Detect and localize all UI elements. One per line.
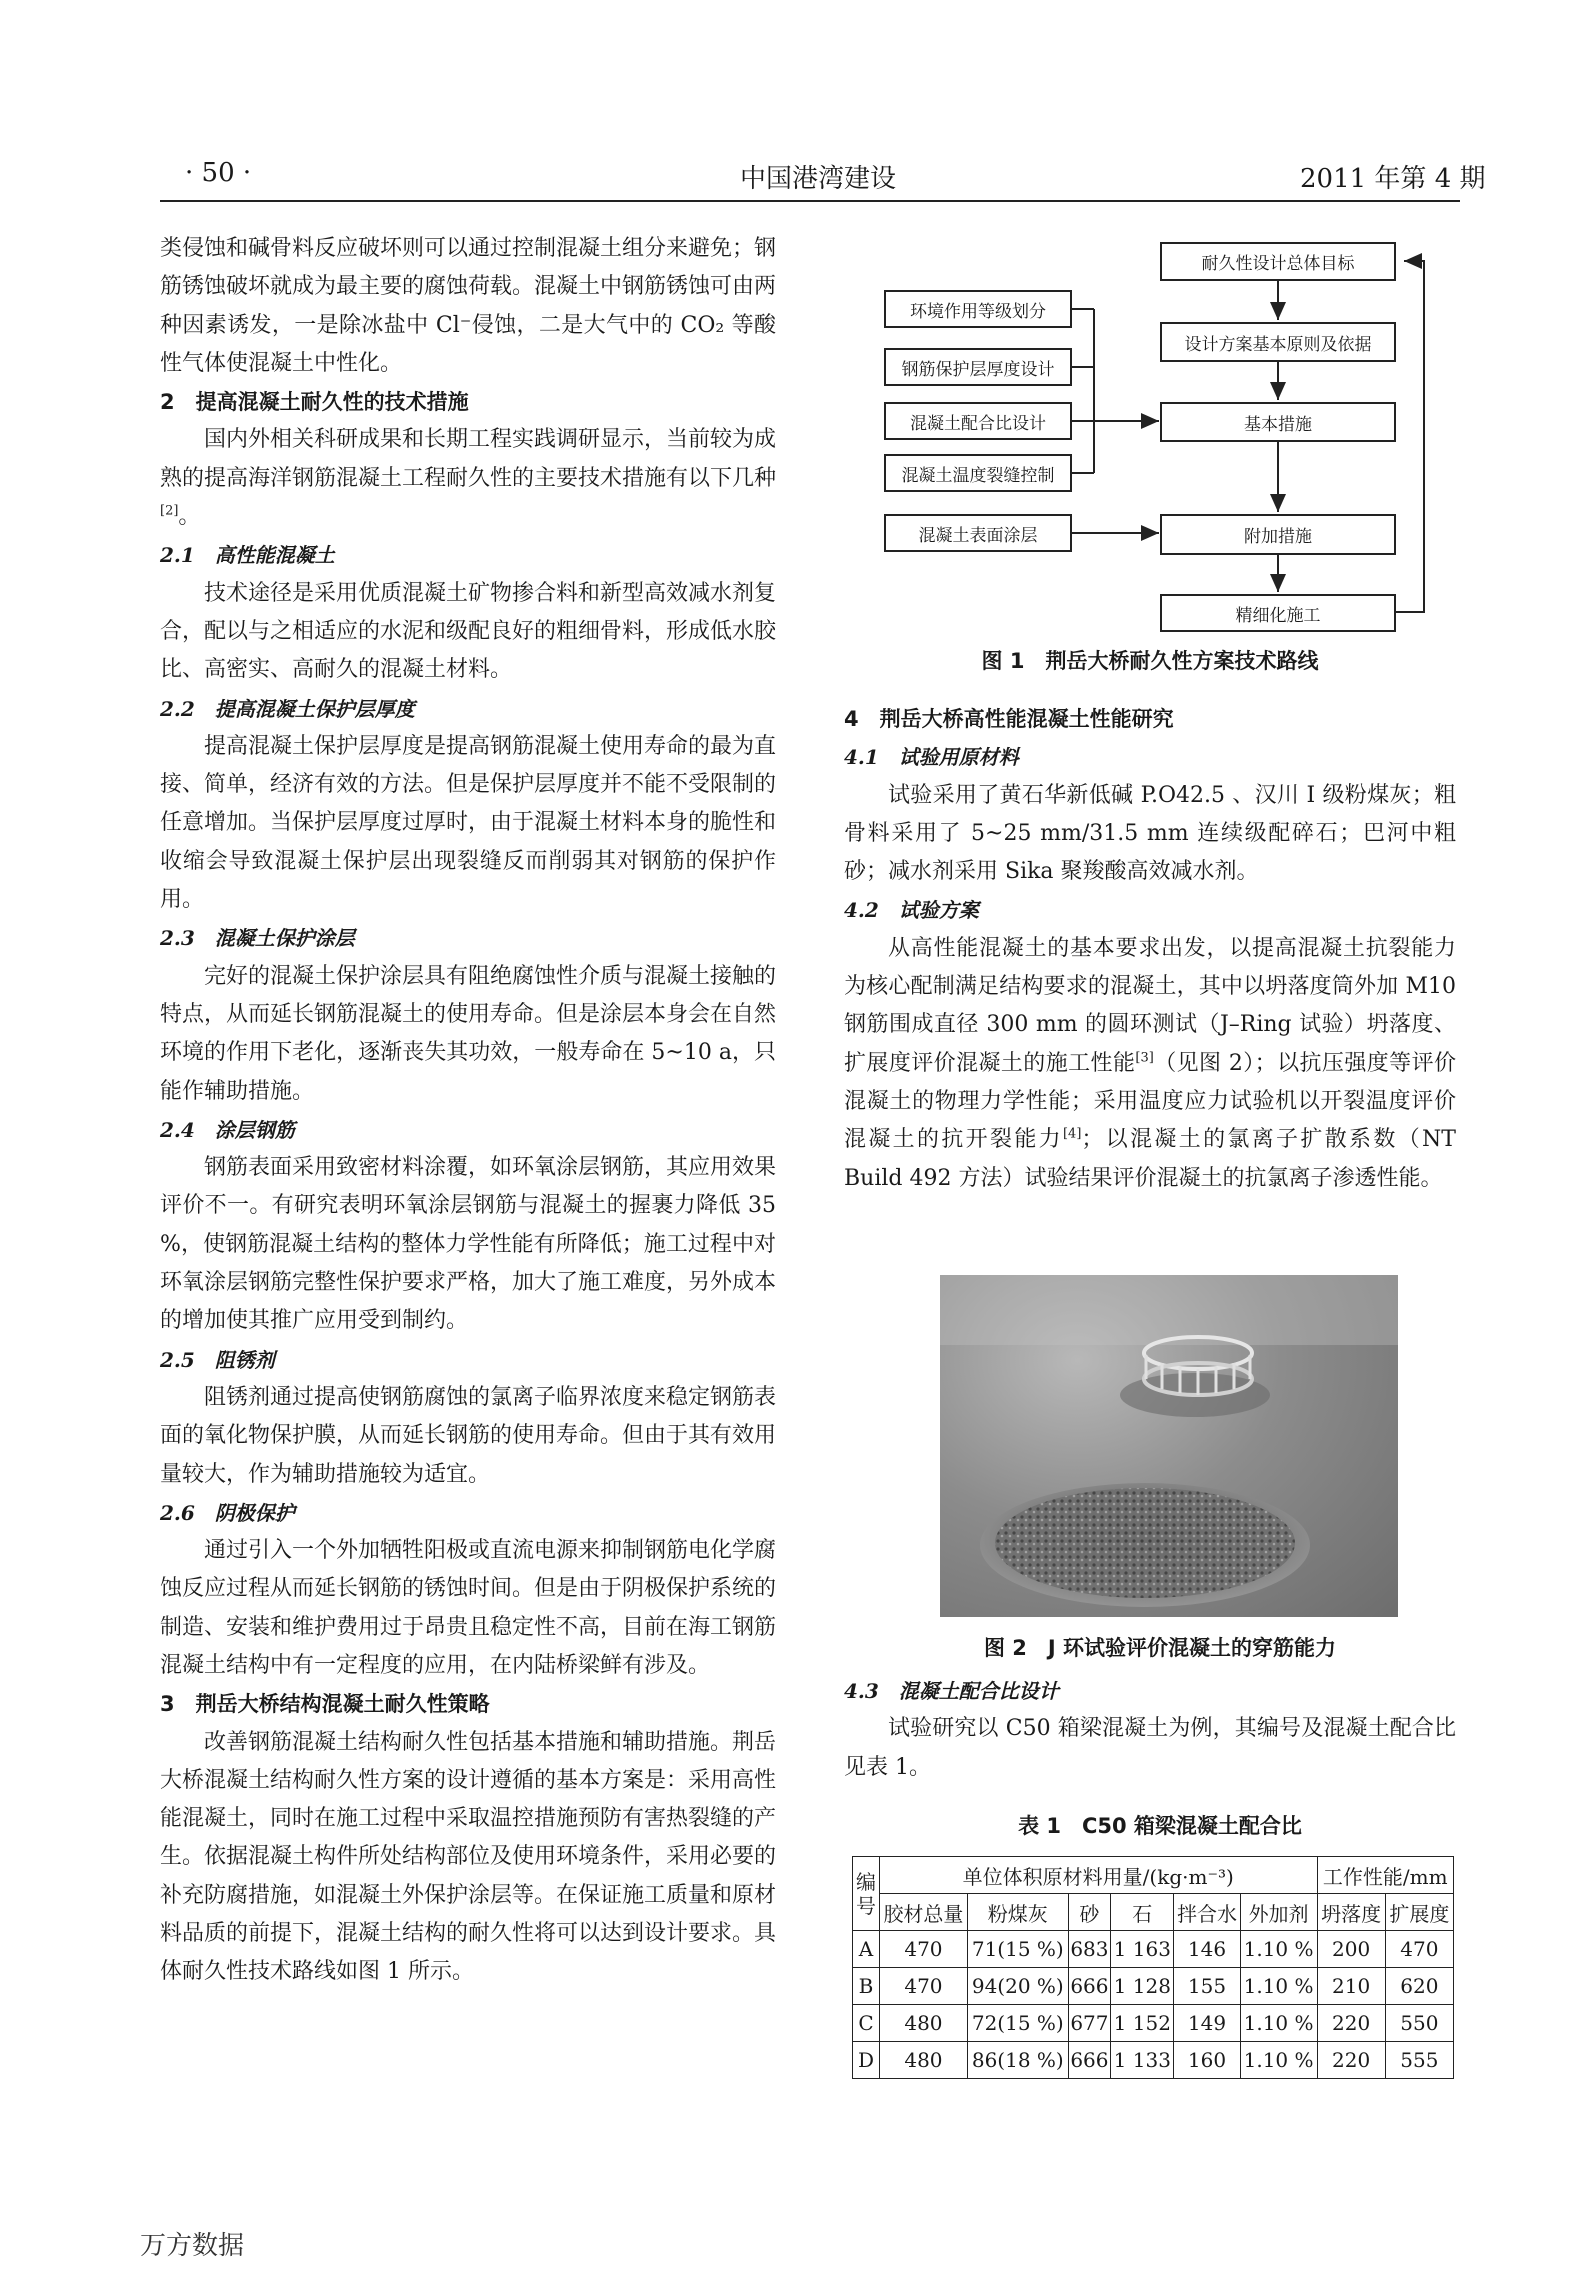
- subsection-heading: 4.3 混凝土配合比设计: [844, 1679, 1059, 1703]
- table-header-row: [853, 1894, 1454, 1931]
- table-cell: 555: [1385, 2042, 1453, 2079]
- box-label: 耐久性设计总体目标: [1201, 254, 1355, 274]
- table-cell: C: [853, 2005, 880, 2042]
- text: 。: [178, 504, 201, 530]
- table-cell: 71(15 %): [967, 1931, 1068, 1968]
- flow-box-environment-grade: [884, 290, 1072, 328]
- table-cell: 1.10 %: [1240, 1968, 1317, 2005]
- header-cell: 石: [1111, 1894, 1174, 1931]
- figure-2-photo: [940, 1275, 1398, 1617]
- table-cell: 620: [1385, 1968, 1453, 2005]
- wanfang-watermark: 万方数据: [140, 2231, 245, 2261]
- flow-box-cover-thickness: [884, 348, 1072, 386]
- flow-box-fine-construction: [1160, 594, 1396, 632]
- header-cell: 编号: [853, 1857, 880, 1931]
- table-1-caption: 表 1 C50 箱梁混凝土配合比: [1018, 1814, 1302, 1838]
- subsection-heading: 2.6 阴极保护: [160, 1500, 295, 1525]
- table-cell: 94(20 %): [967, 1968, 1068, 2005]
- text: （见图 2）；以抗压强度等评价混凝土的物理力学性能；采用温度应力试验机以开裂温度评价混凝土的抗开裂能力: [844, 1050, 1456, 1153]
- header-cell: 砂: [1068, 1894, 1111, 1931]
- page-number: · 50 ·: [185, 158, 252, 188]
- text: 从高性能混凝土的基本要求出发，以提高混凝土抗裂能力为核心配制满足结构要求的混凝土，其中以坍落度筒外加 M10 钢筋围成直径 300 mm 的圆环测试（J–Ring 试验）坍落度、扩展度评价混凝土的施工性能: [844, 935, 1456, 1076]
- table-row: [853, 2005, 1454, 2042]
- text: 国内外相关科研成果和长期工程实践调研显示，当前较为成熟的提高海洋钢筋混凝土工程耐久性的主要技术措施有以下几种: [160, 427, 777, 491]
- box-label: 钢筋保护层厚度设计: [901, 359, 1055, 380]
- paragraph: 通过引入一个外加牺牲阳极或直流电源来抑制钢筋电化学腐蚀反应过程从而延长钢筋的锈蚀时间。但是由于阴极保护系统的制造、安装和维护费用过于昂贵且稳定性不高，目前在海工钢筋混凝土结构中有一定程度的应用，在内陆桥梁鲜有涉及。: [160, 1538, 777, 1678]
- header-cell: 扩展度: [1385, 1894, 1453, 1931]
- paragraph: 类侵蚀和碱骨料反应破坏则可以通过控制混凝土组分来避免；钢筋锈蚀破坏就成为最主要的腐蚀荷载。混凝土中钢筋锈蚀可由两种因素诱发，一是除冰盐中 Cl⁻侵蚀，二是大气中的 CO₂ 等酸性气体使混凝土中性化。: [160, 236, 777, 376]
- box-label: 设计方案基本原则及依据: [1184, 334, 1372, 355]
- flow-box-surface-coating: [884, 514, 1072, 552]
- figure-1-caption: 图 1 荆岳大桥耐久性方案技术路线: [981, 649, 1319, 673]
- table-cell: 1 152: [1111, 2005, 1174, 2042]
- paragraph: [844, 930, 1456, 1198]
- box-label: 精细化施工: [1235, 605, 1321, 626]
- table-cell: 160: [1174, 2042, 1240, 2079]
- table-cell: 1 133: [1111, 2042, 1174, 2079]
- subsection-heading: 2.3 混凝土保护涂层: [160, 926, 355, 951]
- table-cell: 149: [1174, 2005, 1240, 2042]
- table-cell: 1.10 %: [1240, 1931, 1317, 1968]
- paragraph: 完好的混凝土保护涂层具有阻绝腐蚀性介质与混凝土接触的特点，从而延长钢筋混凝土的使用寿命。但是涂层本身会在自然环境的作用下老化，逐渐丧失其功效，一般寿命在 5~10 a，只能作辅助措施。: [160, 963, 777, 1104]
- journal-title: 中国港湾建设: [740, 164, 897, 194]
- mix-proportion-table: [852, 1856, 1454, 2079]
- header-cell: 胶材总量: [880, 1894, 968, 1931]
- table-cell: 1.10 %: [1240, 2005, 1317, 2042]
- citation: [2]: [160, 503, 179, 519]
- table-cell: 666: [1068, 2042, 1111, 2079]
- table-row: [853, 1931, 1454, 1968]
- header-cell: 工作性能/mm: [1317, 1857, 1453, 1894]
- flow-box-additional-measures: [1160, 514, 1396, 555]
- subsection-heading: 4.1 试验用原材料: [844, 745, 1019, 770]
- j-ring-photo-illustration: [940, 1275, 1398, 1617]
- table-cell: 1.10 %: [1240, 2042, 1317, 2079]
- table-cell: 210: [1317, 1968, 1385, 2005]
- paragraph: 试验采用了黄石华新低碱 P.O42.5 、汉川 I 级粉煤灰；粗骨料采用了 5~25 mm/31.5 mm 连续级配碎石；巴河中粗砂；减水剂采用 Sika 聚羧酸高效减水剂。: [844, 782, 1456, 885]
- table-cell: 86(18 %): [967, 2042, 1068, 2079]
- table-cell: 220: [1317, 2005, 1385, 2042]
- box-label: 环境作用等级划分: [910, 301, 1046, 322]
- figure-2-caption: 图 2 J 环试验评价混凝土的穿筋能力: [983, 1636, 1337, 1660]
- citation: [4]: [1062, 1126, 1082, 1142]
- paragraph: 阻锈剂通过提高使钢筋腐蚀的氯离子临界浓度来稳定钢筋表面的氧化物保护膜，从而延长钢筋的使用寿命。但由于其有效用量较大，作为辅助措施较为适宜。: [160, 1384, 777, 1487]
- table-cell: 677: [1068, 2005, 1111, 2042]
- paragraph: 技术途径是采用优质混凝土矿物掺合料和新型高效减水剂复合，配以与之相适应的水泥和级配良好的粗细骨料，形成低水胶比、高密实、高耐久的混凝土材料。: [160, 580, 777, 683]
- box-label: 混凝土温度裂缝控制: [901, 465, 1055, 486]
- box-label: 基本措施: [1244, 414, 1312, 435]
- table-cell: 470: [1385, 1931, 1453, 1968]
- flow-box-mix-design: [884, 402, 1072, 440]
- table-cell: 470: [880, 1968, 968, 2005]
- table-cell: 1 128: [1111, 1968, 1174, 2005]
- paragraph: 改善钢筋混凝土结构耐久性包括基本措施和辅助措施。荆岳大桥混凝土结构耐久性方案的设计遵循的基本方案是：采用高性能混凝土，同时在施工过程中采取温控措施预防有害热裂缝的产生。依据混凝土构件所处结构部位及使用环境条件，采用必要的补充防腐措施，如混凝土外保护涂层等。在保证施工质量和原材料品质的前提下，混凝土结构的耐久性将可以达到设计要求。具体耐久性技术路线如图 1 所示。: [160, 1729, 777, 1985]
- table-cell: 480: [880, 2042, 968, 2079]
- table-cell: 550: [1385, 2005, 1453, 2042]
- flow-box-basic-measures: [1160, 402, 1396, 442]
- paragraph: 钢筋表面采用致密材料涂覆，如环氧涂层钢筋，其应用效果评价不一。有研究表明环氧涂层钢筋与混凝土的握裹力降低 35 %，使钢筋混凝土结构的整体力学性能有所降低；施工过程中对环氧涂层钢筋完整性保护要求严格，加大了施工难度，另外成本的增加使其推广应用受到制约。: [160, 1155, 777, 1334]
- table-cell: 155: [1174, 1968, 1240, 2005]
- table-cell: D: [853, 2042, 880, 2079]
- table-header-row: [853, 1857, 1454, 1894]
- subsection-heading: 2.2 提高混凝土保护层厚度: [160, 696, 415, 721]
- box-label: 混凝土表面涂层: [918, 525, 1038, 546]
- citation: [3]: [1135, 1050, 1154, 1066]
- table-row: [853, 1968, 1454, 2005]
- table-cell: 200: [1317, 1931, 1385, 1968]
- issue-label: 2011 年第 4 期: [1300, 164, 1486, 194]
- subsection-heading: 2.4 涂层钢筋: [160, 1117, 295, 1142]
- subsection-heading: 4.2 试验方案: [844, 898, 979, 923]
- subsection-heading: 2.5 阻锈剂: [160, 1347, 275, 1372]
- right-column-lower: [844, 1672, 1456, 1787]
- subsection-heading: 2.1 高性能混凝土: [160, 543, 335, 568]
- table-cell: 480: [880, 2005, 968, 2042]
- table-cell: B: [853, 1968, 880, 2005]
- table-row: [853, 2042, 1454, 2079]
- table-cell: A: [853, 1931, 880, 1968]
- text: ；以混凝土的氯离子扩散系数（NT Build 492 方法）试验结果评价混凝土的抗氯离子渗透性能。: [844, 1127, 1456, 1191]
- paragraph: 提高混凝土保护层厚度是提高钢筋混凝土使用寿命的最为直接、简单，经济有效的方法。但是保护层厚度并不能不受限制的任意增加。当保护层厚度过厚时，由于混凝土材料本身的脆性和收缩会导致混凝土保护层出现裂缝反而削弱其对钢筋的保护作用。: [160, 733, 777, 913]
- table-cell: 72(15 %): [967, 2005, 1068, 2042]
- flow-box-crack-control: [884, 454, 1072, 492]
- header-cell: 坍落度: [1317, 1894, 1385, 1931]
- right-column: [844, 700, 1456, 1198]
- section-heading: 2 提高混凝土耐久性的技术措施: [160, 390, 469, 415]
- box-label: 附加措施: [1244, 527, 1312, 547]
- table-cell: 146: [1174, 1931, 1240, 1968]
- table-cell: 1 163: [1111, 1931, 1174, 1968]
- flow-box-overall-goal: [1160, 242, 1396, 281]
- header-cell: 粉煤灰: [967, 1894, 1068, 1931]
- header-cell: 单位体积原材料用量/(kg·m⁻³): [880, 1857, 1318, 1894]
- table-cell: 683: [1068, 1931, 1111, 1968]
- section-heading: 4 荆岳大桥高性能混凝土性能研究: [844, 707, 1174, 731]
- header-cell: 拌合水: [1174, 1894, 1240, 1931]
- table-cell: 470: [880, 1931, 968, 1968]
- flow-box-design-principles: [1160, 322, 1396, 362]
- box-label: 混凝土配合比设计: [910, 413, 1046, 434]
- section-heading: 3 荆岳大桥结构混凝土耐久性策略: [160, 1692, 490, 1717]
- header-cell: 外加剂: [1240, 1894, 1317, 1931]
- table-cell: 220: [1317, 2042, 1385, 2079]
- paragraph: 试验研究以 C50 箱梁混凝土为例，其编号及混凝土配合比见表 1。: [844, 1716, 1456, 1780]
- table-cell: 666: [1068, 1968, 1111, 2005]
